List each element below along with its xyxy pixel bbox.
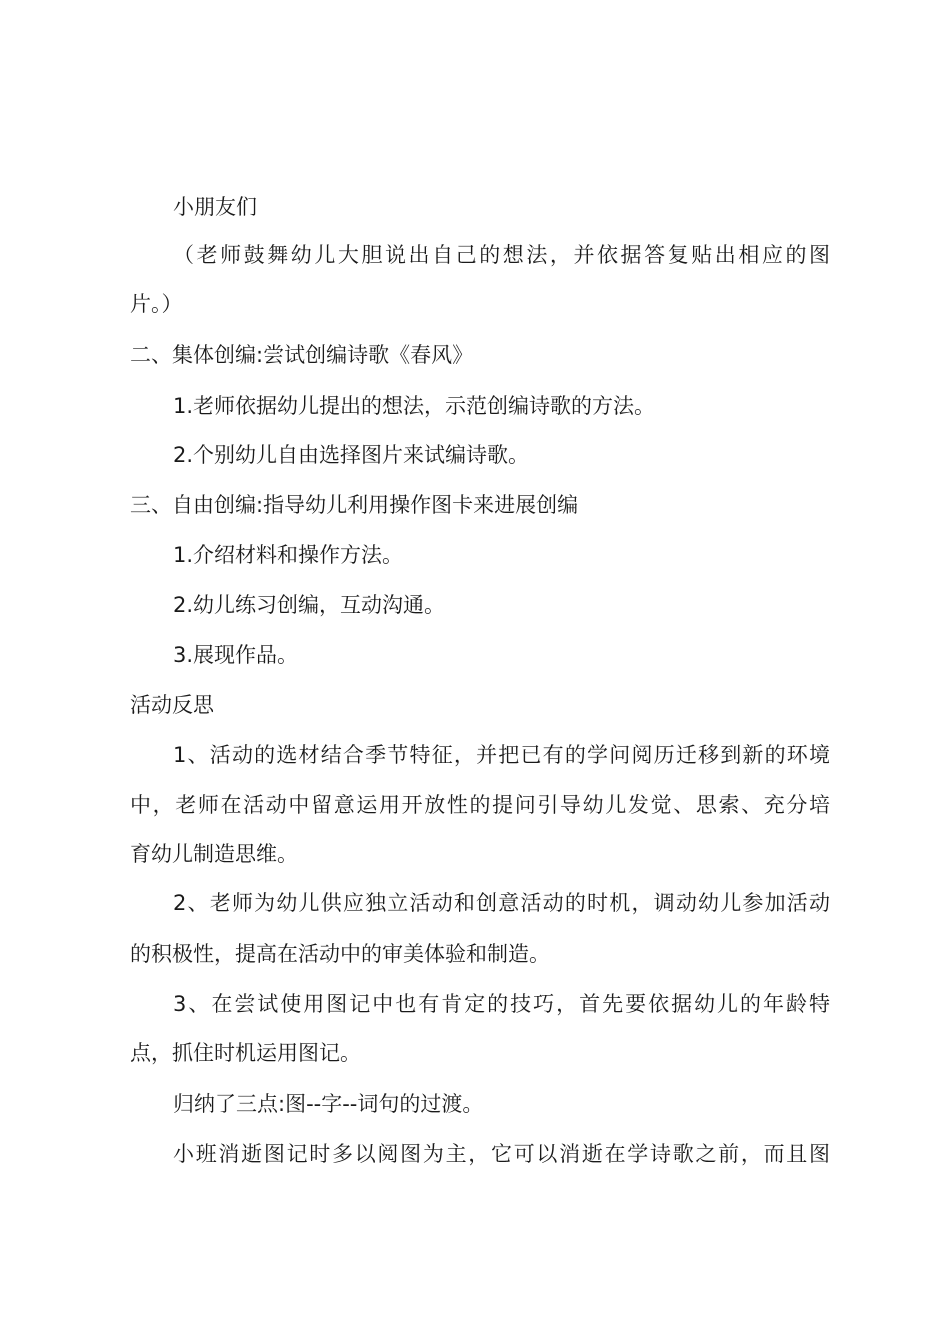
text-line-10: 3.展现作品。 xyxy=(173,643,299,667)
text-line-17: 3、在尝试使用图记中也有肯定的技巧，首先要依据幼儿的年龄特 xyxy=(173,992,830,1016)
text-line-1: 小朋友们 xyxy=(173,195,257,219)
text-line-2: （老师鼓舞幼儿大胆说出自己的想法，并依据答复贴出相应的图 xyxy=(173,243,830,267)
text-line-19: 归纳了三点:图--字--词句的过渡。 xyxy=(173,1092,484,1116)
text-line-18: 点，抓住时机运用图记。 xyxy=(130,1041,361,1065)
text-line-12: 1、活动的选材结合季节特征，并把已有的学问阅历迁移到新的环境 xyxy=(173,743,830,767)
reflection-heading: 活动反思 xyxy=(130,693,214,717)
section-heading-2: 二、集体创编:尝试创编诗歌《春风》 xyxy=(130,343,474,367)
text-line-5: 1.老师依据幼儿提出的想法，示范创编诗歌的方法。 xyxy=(173,394,656,418)
text-line-3: 片。） xyxy=(130,292,183,316)
text-line-13: 中，老师在活动中留意运用开放性的提问引导幼儿发觉、思索、充分培 xyxy=(130,793,830,817)
text-line-8: 1.介绍材料和操作方法。 xyxy=(173,543,404,567)
text-line-15: 2、老师为幼儿供应独立活动和创意活动的时机，调动幼儿参加活动 xyxy=(173,891,830,915)
text-line-9: 2.幼儿练习创编，互动沟通。 xyxy=(173,593,446,617)
text-line-14: 育幼儿制造思维。 xyxy=(130,842,298,866)
text-line-16: 的积极性，提高在活动中的审美体验和制造。 xyxy=(130,942,550,966)
text-line-6: 2.个别幼儿自由选择图片来试编诗歌。 xyxy=(173,443,530,467)
section-heading-3: 三、自由创编:指导幼儿利用操作图卡来进展创编 xyxy=(130,493,579,517)
text-line-20: 小班消逝图记时多以阅图为主，它可以消逝在学诗歌之前，而且图 xyxy=(173,1142,830,1166)
